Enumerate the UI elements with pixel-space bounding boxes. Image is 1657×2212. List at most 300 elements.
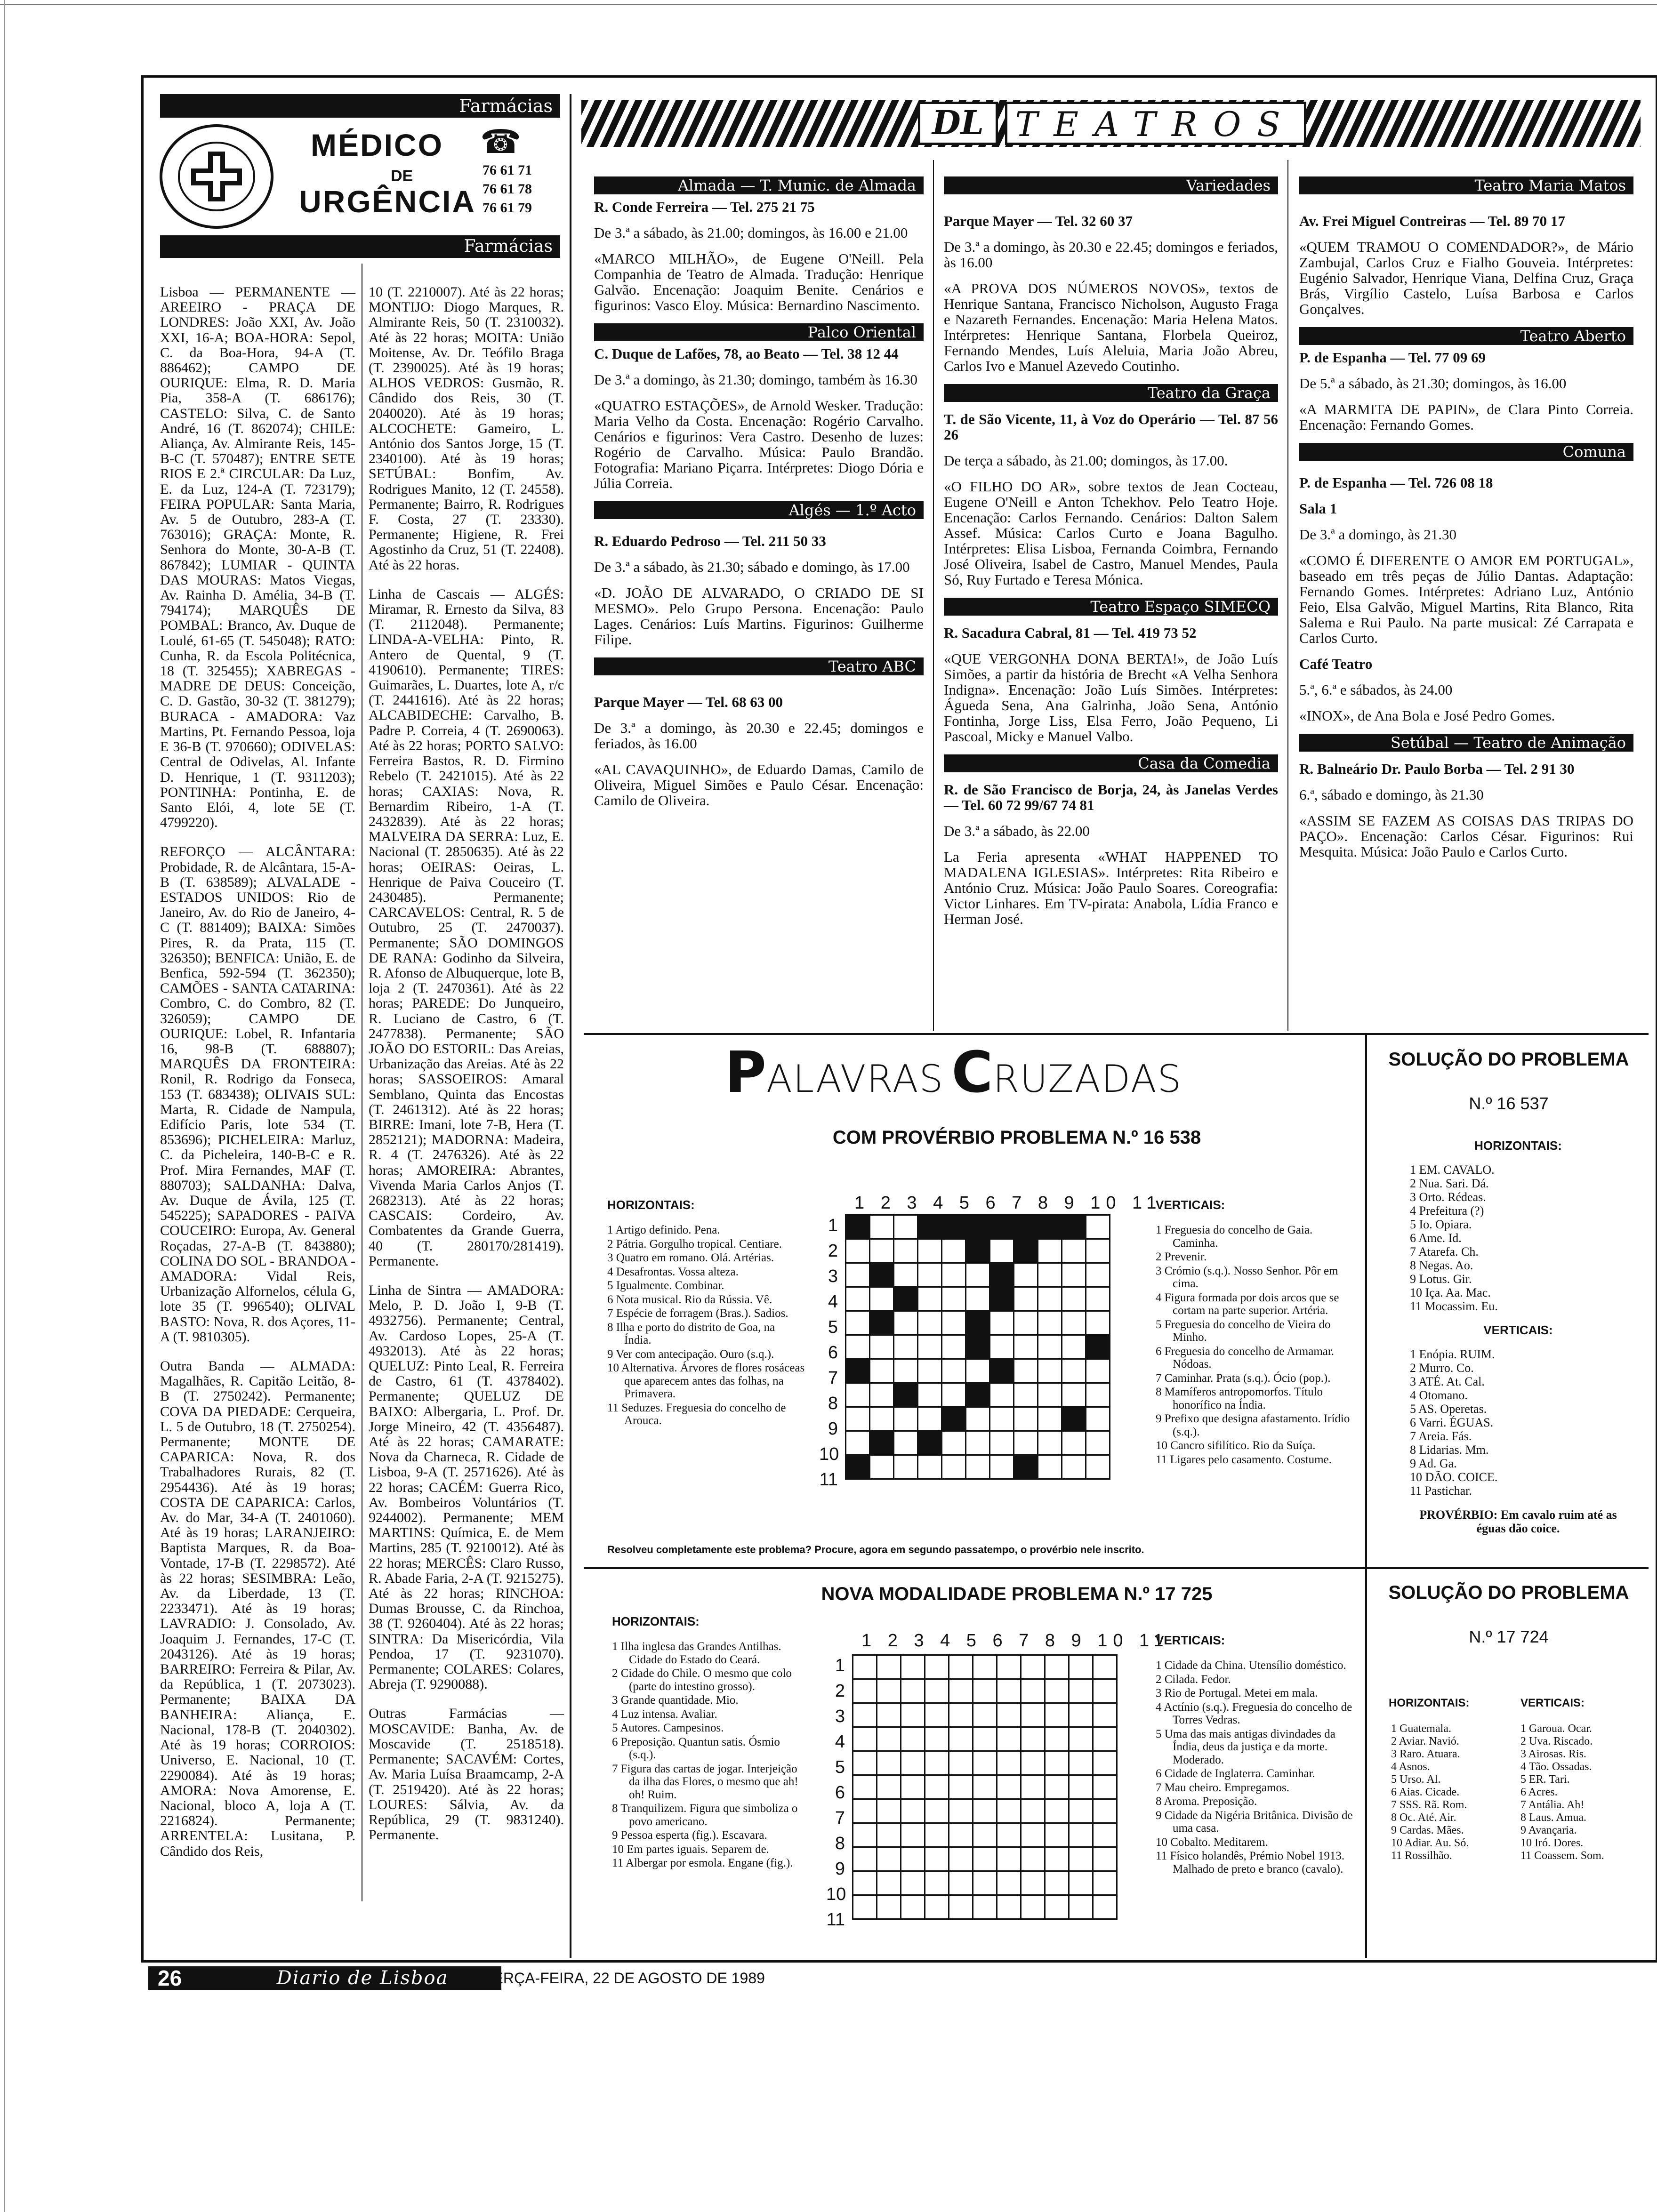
grid-cell[interactable] <box>1021 1727 1045 1751</box>
grid-cell[interactable] <box>1093 1751 1117 1775</box>
grid-cell[interactable] <box>997 1823 1021 1847</box>
clue: 4 Actínio (s.q.). Freguesia do concelho de Torres Vedras. <box>1156 1700 1352 1726</box>
grid-cell[interactable] <box>1014 1407 1038 1431</box>
grid-cell[interactable] <box>1069 1727 1093 1751</box>
solucao-2-horizontais <box>1391 1723 1513 1862</box>
grid-cell[interactable] <box>853 1679 877 1703</box>
grid-cell[interactable] <box>997 1679 1021 1703</box>
grid-cell[interactable] <box>894 1455 918 1479</box>
grid-cell[interactable] <box>990 1455 1014 1479</box>
grid-cell[interactable] <box>846 1263 870 1287</box>
grid-cell[interactable] <box>1021 1895 1045 1919</box>
grid-cell[interactable] <box>1093 1823 1117 1847</box>
grid-cell[interactable] <box>966 1431 990 1455</box>
grid-cell[interactable] <box>966 1287 990 1311</box>
grid-cell[interactable] <box>1045 1799 1069 1823</box>
theatre-address: Av. Frei Miguel Contreiras — Tel. 89 70 17 <box>1299 213 1565 229</box>
grid-cell[interactable] <box>925 1823 949 1847</box>
grid-cell[interactable] <box>901 1847 925 1871</box>
cascais-paragraph: Linha de Cascais — ALGÉS: Miramar, R. Ernesto da Silva, 83 (T. 2112048). Permanente; LINDA-A-VELHA: Pinto, R. Antero de Quental, 9 (T. 4190610). Permanente; TIRES: Guimarães, L. Duartes, lote A, r/c (T. 2441616). Até às 22 horas; ALCABIDECHE: Carvalho, B. Padre P. Correia, 4 (T. 2690063). Até às 22 horas; PORTO SALVO: Ferreira Bastos, R. D. Firmino Rebelo (T. 2421015). Até às 22 horas; CAXIAS: Nova, R. Bernardim Ribeiro, 1-A (T. 2432839). Até às 22 horas; MALVEIRA DA SERRA: Luz, E. Nacional (T. 2850635). Até às 22 horas; OEIRAS: Oeiras, L. Henrique de Paiva Couceiro (T. 2430485). Permanente; CARCAVELOS: Central, R. 5 de Outubro, 25 (T. 2470037). Permanente; SÃO DOMINGOS DE RANA: Godinho da Silveira, R. Afonso de Albuquerque, lote B, loja 2 (T. 2470361). Até às 22 horas; PAREDE: Do Junqueiro, R. Luciano de Castro, 6 (T. 2477838). Permanente; SÃO JOÃO DO ESTORIL: Das Areias, Urbanização das Areias. Até às 22 horas; SASSOEIROS: Amaral Semblano, Quinta das Encostas (T. 2461312). Até às 22 horas; BIRRE: Imani, lote 7-B, Hera (T. 2852121); MADORNA: Madeira, R. 4 (T. 2476326). Até às 22 horas; AMOREIRA: Abrantes, Vivenda Maria Carlos Anjos (T. 2682313). Até às 22 horas; CASCAIS: Cordeiro, Av. Combatentes da Grande Guerra, 40 (T. 280170/281419). Permanente. <box>369 586 564 1269</box>
grid-1-column-numbers: 1 2 3 4 5 6 7 8 9 10 11 <box>854 1193 1162 1213</box>
grid-cell[interactable] <box>918 1239 942 1263</box>
solution-line: 11 Pastichar. <box>1410 1484 1472 1498</box>
grid-cell[interactable] <box>1038 1359 1062 1383</box>
theatre-col-divider-2 <box>1287 160 1288 1031</box>
grid-row <box>853 1727 1117 1751</box>
grid-cell[interactable] <box>1045 1751 1069 1775</box>
grid-cell[interactable] <box>1038 1455 1062 1479</box>
grid-cell[interactable] <box>894 1407 918 1431</box>
grid-cell[interactable] <box>942 1239 966 1263</box>
theatre-description: «QUEM TRAMOU O COMENDADOR?», de Mário Zambujal, Carlos Cruz e Fialho Gouveia. Intérpretes: Eugénio Salvador, Henrique Viana, Delfina Cruz, Graça Brás, Virgílio Castelo, Luísa Barbosa e Carlos Gonçalves. <box>1299 239 1633 317</box>
grid-cell[interactable] <box>925 1751 949 1775</box>
grid-cell[interactable] <box>1045 1655 1069 1679</box>
grid-cell[interactable] <box>1038 1239 1062 1263</box>
theatre-address: R. Sacadura Cabral, 81 — Tel. 419 73 52 <box>944 625 1197 641</box>
grid-cell[interactable] <box>1014 1263 1038 1287</box>
verticais-clues-2 <box>1156 1659 1358 1876</box>
grid-cell[interactable] <box>966 1455 990 1479</box>
grid-cell[interactable] <box>1086 1311 1110 1335</box>
solucao-1-horizontais <box>1410 1139 1626 1535</box>
grid-cell[interactable] <box>1021 1655 1045 1679</box>
grid-cell[interactable] <box>973 1895 997 1919</box>
grid-cell[interactable] <box>942 1359 966 1383</box>
verticais-label-2: VERTICAIS: <box>1156 1633 1225 1647</box>
grid-row <box>853 1871 1117 1895</box>
grid-cell[interactable] <box>925 1895 949 1919</box>
grid-cell[interactable] <box>1086 1359 1110 1383</box>
solucao-verticais-label: VERTICAIS: <box>1483 1323 1553 1337</box>
grid-cell[interactable] <box>853 1751 877 1775</box>
grid-cell[interactable] <box>877 1871 901 1895</box>
black-cell <box>1062 1407 1086 1431</box>
grid-cell[interactable] <box>1014 1311 1038 1335</box>
theatre-description: «QUATRO ESTAÇÕES», de Arnold Wesker. Tradução: Maria Velho da Costa. Encenação: Rogério Carvalho. Cenários e figurinos: Vera Castro. Desenho de luzes: Rogério de Carvalho. Música: Paulo Brandão. Fotografia: Mariano Piçarra. Intérpretes: Diogo Dória e Júlia Correia. <box>594 397 924 491</box>
grid-cell[interactable] <box>1062 1335 1086 1359</box>
grid-cell[interactable] <box>1093 1871 1117 1895</box>
grid-cell[interactable] <box>846 1287 870 1311</box>
grid-cell[interactable] <box>1014 1359 1038 1383</box>
grid-cell[interactable] <box>1021 1847 1045 1871</box>
grid-cell[interactable] <box>1093 1655 1117 1679</box>
grid-cell[interactable] <box>1062 1239 1086 1263</box>
grid-cell[interactable] <box>997 1751 1021 1775</box>
crossword-logo <box>725 1040 1243 1106</box>
grid-cell[interactable] <box>990 1383 1014 1407</box>
grid-cell[interactable] <box>1093 1727 1117 1751</box>
grid-cell[interactable] <box>846 1407 870 1431</box>
grid-cell[interactable] <box>901 1727 925 1751</box>
farmacias-right-divider <box>570 94 571 1958</box>
grid-cell[interactable] <box>1045 1727 1069 1751</box>
theatre-schedule: De 3.ª a domingo, às 21.30 <box>1299 526 1457 543</box>
solution-line: 5 Urso. Al. <box>1391 1773 1441 1786</box>
solution-line: 10 Iró. Dores. <box>1520 1837 1584 1849</box>
grid-cell[interactable] <box>997 1775 1021 1799</box>
solucao-title-2: SOLUÇÃO DO PROBLEMA <box>1388 1582 1629 1603</box>
grid-cell[interactable] <box>925 1703 949 1727</box>
theatre-header: Comuna <box>1299 443 1633 461</box>
grid-cell[interactable] <box>990 1311 1014 1335</box>
grid-cell[interactable] <box>925 1679 949 1703</box>
de-label: DE <box>391 167 413 185</box>
grid-row <box>853 1751 1117 1775</box>
grid-cell[interactable] <box>1014 1335 1038 1359</box>
grid-row <box>853 1703 1117 1727</box>
black-cell <box>942 1215 966 1239</box>
solution-line: 11 Mocassim. Eu. <box>1410 1299 1498 1313</box>
row-number: 4 <box>835 1732 845 1752</box>
grid-cell[interactable] <box>925 1799 949 1823</box>
black-cell <box>870 1263 894 1287</box>
grid-cell[interactable] <box>1038 1311 1062 1335</box>
grid-cell[interactable] <box>870 1383 894 1407</box>
theatre-header: Teatro Aberto <box>1299 327 1633 345</box>
row-number: 3 <box>828 1266 838 1286</box>
grid-cell[interactable] <box>870 1239 894 1263</box>
grid-cell[interactable] <box>949 1895 973 1919</box>
grid-cell[interactable] <box>901 1799 925 1823</box>
theatre-address: R. Balneário Dr. Paulo Borba — Tel. 2 91 30 <box>1299 761 1575 777</box>
grid-cell[interactable] <box>1069 1847 1093 1871</box>
grid-cell[interactable] <box>1045 1679 1069 1703</box>
grid-cell[interactable] <box>1062 1431 1086 1455</box>
grid-cell[interactable] <box>949 1823 973 1847</box>
grid-cell[interactable] <box>997 1703 1021 1727</box>
grid-cell[interactable] <box>1093 1847 1117 1871</box>
grid-cell[interactable] <box>1014 1431 1038 1455</box>
solucao-2-verticais <box>1520 1723 1643 1862</box>
solution-line: 7 Antália. Ah! <box>1520 1799 1585 1811</box>
grid-cell[interactable] <box>894 1359 918 1383</box>
grid-cell[interactable] <box>853 1823 877 1847</box>
grid-cell[interactable] <box>1062 1287 1086 1311</box>
grid-cell[interactable] <box>990 1239 1014 1263</box>
grid-cell[interactable] <box>966 1359 990 1383</box>
grid-cell[interactable] <box>1086 1455 1110 1479</box>
solution-line: 6 Aias. Cicade. <box>1391 1786 1460 1798</box>
grid-cell[interactable] <box>1038 1287 1062 1311</box>
grid-cell[interactable] <box>942 1335 966 1359</box>
grid-cell[interactable] <box>949 1679 973 1703</box>
grid-cell[interactable] <box>901 1703 925 1727</box>
grid-cell[interactable] <box>1093 1679 1117 1703</box>
grid-cell[interactable] <box>901 1895 925 1919</box>
grid-cell[interactable] <box>949 1655 973 1679</box>
page-number: 26 <box>158 1966 182 1990</box>
grid-cell[interactable] <box>949 1871 973 1895</box>
grid-cell[interactable] <box>1038 1263 1062 1287</box>
solution-line: 2 Uva. Riscado. <box>1520 1735 1593 1747</box>
grid-cell[interactable] <box>1021 1775 1045 1799</box>
grid-cell[interactable] <box>853 1871 877 1895</box>
grid-cell[interactable] <box>1038 1431 1062 1455</box>
grid-cell[interactable] <box>1069 1895 1093 1919</box>
grid-cell[interactable] <box>853 1799 877 1823</box>
grid-cell[interactable] <box>942 1383 966 1407</box>
grid-cell[interactable] <box>853 1895 877 1919</box>
lisboa-paragraph: Lisboa — PERMANENTE — AREEIRO - PRAÇA DE LONDRES: João XXI, Av. João XXI, 16-A; BOA-HORA: Sepol, C. da Boa-Hora, 94-A (T. 886462); CAMPO DE OURIQUE: Elma, R. D. Maria Pia, 358-A (T. 686176); CASTELO: Silva, C. de Santo André, 16 (T. 862074); CHILE: Aliança, Av. Almirante Reis, 145-B-C (T. 570487); ENTRE SETE RIOS E 2.ª CIRCULAR: Da Luz, E. da Luz, 124-A (T. 723179); FEIRA POPULAR: Santa Maria, Av. 5 de Outubro, 283-A (T. 763016); GRAÇA: Monte, R. Senhora do Monte, 30-A-B (T. 867842); LUMIAR - QUINTA DAS MOURAS: Matos Viegas, Av. Rainha D. Amélia, 34-B (T. 794174); MARQUÊS DE POMBAL: Branco, Av. Duque de Loulé, 61-65 (T. 545048); RATO: Cunha, R. da Escola Politécnica, 18 (T. 325455); XABREGAS - MADRE DE DEUS: Conceição, C. D. Gastão, 30-32 (T. 381279); BURACA - AMADORA: Vaz Martins, Pt. Fernando Pessoa, loja E 36-B (T. 970660); ODIVELAS: Central de Odivelas, Al. Infante D. Henrique, 1 (T. 9311203); PONTINHA: Pontinha, E. de Santo Elói, 4, lote 5E (T. 4799220). <box>160 284 355 831</box>
grid-cell[interactable] <box>853 1727 877 1751</box>
grid-cell[interactable] <box>1093 1703 1117 1727</box>
edition-date: TERÇA-FEIRA, 22 DE AGOSTO DE 1989 <box>484 1970 765 1987</box>
solution-line: 4 Prefeitura (?) <box>1410 1204 1484 1218</box>
grid-cell[interactable] <box>1038 1383 1062 1407</box>
grid-cell[interactable] <box>1093 1775 1117 1799</box>
solution-line: 1 Guatemala. <box>1391 1723 1451 1735</box>
black-cell <box>1014 1215 1038 1239</box>
grid-cell[interactable] <box>949 1775 973 1799</box>
grid-cell[interactable] <box>1045 1847 1069 1871</box>
grid-cell[interactable] <box>973 1655 997 1679</box>
grid-cell[interactable] <box>1038 1335 1062 1359</box>
grid-row <box>846 1311 1110 1335</box>
grid-cell[interactable] <box>894 1215 918 1239</box>
grid-cell[interactable] <box>1069 1799 1093 1823</box>
grid-cell[interactable] <box>877 1751 901 1775</box>
grid-cell[interactable] <box>846 1431 870 1455</box>
grid-cell[interactable] <box>870 1335 894 1359</box>
grid-cell[interactable] <box>1062 1263 1086 1287</box>
grid-cell[interactable] <box>870 1287 894 1311</box>
grid-cell[interactable] <box>1069 1655 1093 1679</box>
grid-cell[interactable] <box>1021 1679 1045 1703</box>
grid-row <box>853 1895 1117 1919</box>
theatre-description: «O FILHO DO AR», sobre textos de Jean Cocteau, Eugene O'Neill e Anton Tchekhov. Pelo Teatro Hoje. Encenação: Carlos Fernando. Cenários: Dalton Salem Assef. Música: Carlos Curto e Joana Bagulho. Intérpretes: Elisa Lisboa, Fernanda Coimbra, Fernando José Oliveira, Isabel de Castro, Manuel Mendes, Paula Só, Ruy Furtado e Teresa Mónica. <box>944 478 1278 588</box>
clue: 5 Autores. Campesinos. <box>612 1722 724 1734</box>
grid-cell[interactable] <box>949 1727 973 1751</box>
grid-cell[interactable] <box>997 1655 1021 1679</box>
grid-cell[interactable] <box>1093 1895 1117 1919</box>
grid-cell[interactable] <box>894 1311 918 1335</box>
pharmacy-column-1 <box>160 285 355 1873</box>
clue: 3 Crómio (s.q.). Nosso Senhor. Pôr em cima. <box>1156 1264 1338 1290</box>
grid-cell[interactable] <box>1021 1799 1045 1823</box>
grid-cell[interactable] <box>949 1703 973 1727</box>
clue: 6 Freguesia do concelho de Armamar. Nódoas. <box>1156 1345 1335 1370</box>
theatre-schedule: De 3.ª a domingo, às 20.30 e 22.45; domingos e feriados, às 16.00 <box>594 720 924 752</box>
grid-cell[interactable] <box>1086 1431 1110 1455</box>
grid-cell[interactable] <box>1062 1455 1086 1479</box>
grid-cell[interactable] <box>877 1895 901 1919</box>
grid-cell[interactable] <box>846 1383 870 1407</box>
grid-cell[interactable] <box>1069 1703 1093 1727</box>
grid-cell[interactable] <box>1021 1751 1045 1775</box>
grid-cell[interactable] <box>1086 1263 1110 1287</box>
row-number: 5 <box>828 1317 838 1337</box>
clue: 10 Cancro sifilítico. Rio da Suíça. <box>1156 1439 1316 1452</box>
grid-cell[interactable] <box>877 1727 901 1751</box>
grid-cell[interactable] <box>918 1263 942 1287</box>
grid-cell[interactable] <box>1086 1407 1110 1431</box>
grid-cell[interactable] <box>973 1799 997 1823</box>
solution-line: 5 ER. Tari. <box>1520 1773 1570 1786</box>
grid-cell[interactable] <box>1021 1823 1045 1847</box>
grid-cell[interactable] <box>877 1703 901 1727</box>
grid-cell[interactable] <box>870 1407 894 1431</box>
solution-line: 10 DÃO. COICE. <box>1410 1470 1498 1484</box>
grid-cell[interactable] <box>942 1263 966 1287</box>
grid-cell[interactable] <box>973 1871 997 1895</box>
grid-cell[interactable] <box>1021 1703 1045 1727</box>
grid-cell[interactable] <box>1021 1871 1045 1895</box>
grid-cell[interactable] <box>925 1727 949 1751</box>
grid-cell[interactable] <box>925 1871 949 1895</box>
grid-cell[interactable] <box>949 1799 973 1823</box>
theatre-address: R. Eduardo Pedroso — Tel. 211 50 33 <box>594 533 826 549</box>
grid-cell[interactable] <box>918 1335 942 1359</box>
grid-cell[interactable] <box>1086 1287 1110 1311</box>
clue: 1 Freguesia do concelho de Gaia. Caminha. <box>1156 1224 1313 1250</box>
clue: 3 Rio de Portugal. Metei em mala. <box>1156 1687 1318 1699</box>
grid-cell[interactable] <box>925 1775 949 1799</box>
grid-cell[interactable] <box>925 1847 949 1871</box>
grid-cell[interactable] <box>877 1847 901 1871</box>
row-number: 7 <box>835 1808 845 1828</box>
solution-line: 2 Murro. Co. <box>1410 1361 1474 1375</box>
grid-cell[interactable] <box>925 1655 949 1679</box>
grid-cell[interactable] <box>853 1847 877 1871</box>
grid-cell[interactable] <box>901 1775 925 1799</box>
clue: 11 Seduzes. Freguesia do concelho de Arouca. <box>607 1401 786 1427</box>
grid-cell[interactable] <box>1062 1359 1086 1383</box>
grid-cell[interactable] <box>990 1335 1014 1359</box>
grid-cell[interactable] <box>990 1407 1014 1431</box>
grid-cell[interactable] <box>1045 1775 1069 1799</box>
grid-cell[interactable] <box>901 1871 925 1895</box>
crossword-footnote: Resolveu completamente este problema? Procure, agora em segundo passatempo, o provérbio nele inscrito. <box>607 1544 1144 1555</box>
grid-cell[interactable] <box>973 1847 997 1871</box>
grid-cell[interactable] <box>1062 1311 1086 1335</box>
grid-cell[interactable] <box>1045 1703 1069 1727</box>
grid-cell[interactable] <box>877 1775 901 1799</box>
grid-cell[interactable] <box>1045 1895 1069 1919</box>
logo-letter-p: P <box>725 1040 766 1106</box>
grid-cell[interactable] <box>877 1799 901 1823</box>
grid-cell[interactable] <box>846 1239 870 1263</box>
grid-cell[interactable] <box>973 1751 997 1775</box>
grid-cell[interactable] <box>997 1895 1021 1919</box>
solution-line: 10 Iça. Aa. Mac. <box>1410 1286 1491 1299</box>
grid-cell[interactable] <box>846 1311 870 1335</box>
grid-cell[interactable] <box>1093 1799 1117 1823</box>
grid-cell[interactable] <box>966 1263 990 1287</box>
grid-cell[interactable] <box>870 1455 894 1479</box>
grid-cell[interactable] <box>997 1871 1021 1895</box>
grid-cell[interactable] <box>918 1287 942 1311</box>
grid-cell[interactable] <box>942 1287 966 1311</box>
grid-cell[interactable] <box>966 1407 990 1431</box>
grid-cell[interactable] <box>997 1847 1021 1871</box>
horizontais-label-1: HORIZONTAIS: <box>607 1198 695 1212</box>
grid-cell[interactable] <box>877 1679 901 1703</box>
grid-cell[interactable] <box>901 1751 925 1775</box>
row-number: 8 <box>828 1394 838 1413</box>
clue: 5 Uma das mais antigas divindades da Índia, deus da justiça e da morte. Moderado. <box>1156 1727 1335 1766</box>
grid-cell[interactable] <box>997 1727 1021 1751</box>
grid-cell[interactable] <box>901 1823 925 1847</box>
grid-cell[interactable] <box>894 1263 918 1287</box>
grid-cell[interactable] <box>1014 1383 1038 1407</box>
grid-cell[interactable] <box>846 1335 870 1359</box>
crossword-grid-2[interactable] <box>852 1654 1118 1920</box>
grid-cell[interactable] <box>1086 1383 1110 1407</box>
theatre-col-2 <box>944 176 1278 937</box>
grid-cell[interactable] <box>1086 1239 1110 1263</box>
grid-cell[interactable] <box>973 1775 997 1799</box>
grid-cell[interactable] <box>918 1311 942 1335</box>
grid-cell[interactable] <box>1069 1823 1093 1847</box>
grid-cell[interactable] <box>973 1703 997 1727</box>
grid-row <box>846 1335 1110 1359</box>
grid-cell[interactable] <box>918 1359 942 1383</box>
grid-cell[interactable] <box>990 1431 1014 1455</box>
grid-cell[interactable] <box>1038 1407 1062 1431</box>
theatre-description: «A PROVA DOS NÚMEROS NOVOS», textos de Henrique Santana, Francisco Nicholson, Augusto Fraga e Nazareth Fernandes. Encenação: Maria Helena Matos. Intérpretes: Henrique Santana, Florbela Queiroz, Fernando Mendes, Luís Aleluia, Maria João Abreu, Carlos Ivo e Manuel Azevedo Coutinho. <box>944 280 1278 374</box>
grid-cell[interactable] <box>1069 1751 1093 1775</box>
grid-cell[interactable] <box>949 1751 973 1775</box>
grid-cell[interactable] <box>853 1775 877 1799</box>
solution-line: 1 EM. CAVALO. <box>1410 1163 1495 1177</box>
grid-cell[interactable] <box>894 1431 918 1455</box>
grid-cell[interactable] <box>1014 1287 1038 1311</box>
grid-cell[interactable] <box>918 1407 942 1431</box>
grid-cell[interactable] <box>973 1727 997 1751</box>
row-number: 8 <box>835 1834 845 1853</box>
grid-cell[interactable] <box>1045 1871 1069 1895</box>
black-cell <box>942 1407 966 1431</box>
grid-cell[interactable] <box>942 1431 966 1455</box>
grid-cell[interactable] <box>901 1655 925 1679</box>
grid-cell[interactable] <box>853 1655 877 1679</box>
grid-cell[interactable] <box>973 1679 997 1703</box>
grid-cell[interactable] <box>918 1455 942 1479</box>
grid-cell[interactable] <box>877 1823 901 1847</box>
row-number: 6 <box>835 1783 845 1803</box>
grid-cell[interactable] <box>997 1799 1021 1823</box>
grid-cell[interactable] <box>894 1335 918 1359</box>
grid-cell[interactable] <box>973 1823 997 1847</box>
grid-cell[interactable] <box>853 1703 877 1727</box>
grid-cell[interactable] <box>901 1679 925 1703</box>
grid-cell[interactable] <box>949 1847 973 1871</box>
grid-cell[interactable] <box>870 1359 894 1383</box>
grid-cell[interactable] <box>1069 1679 1093 1703</box>
grid-cell[interactable] <box>894 1239 918 1263</box>
grid-cell[interactable] <box>918 1383 942 1407</box>
grid-cell[interactable] <box>1069 1871 1093 1895</box>
grid-cell[interactable] <box>942 1311 966 1335</box>
grid-cell[interactable] <box>877 1655 901 1679</box>
grid-cell[interactable] <box>1086 1215 1110 1239</box>
grid-cell[interactable] <box>1069 1775 1093 1799</box>
grid-cell[interactable] <box>1045 1823 1069 1847</box>
crossword-grid-1[interactable] <box>845 1214 1110 1480</box>
grid-cell[interactable] <box>942 1455 966 1479</box>
solution-line: 9 Cardas. Mães. <box>1391 1824 1464 1836</box>
theatre-address: C. Duque de Lafões, 78, ao Beato — Tel. 38 12 44 <box>594 345 899 362</box>
horizontais-clues-1 <box>607 1224 805 1428</box>
dl-logo: DL <box>918 102 998 145</box>
grid-2-column-numbers: 1 2 3 4 5 6 7 8 9 10 11 <box>861 1631 1169 1651</box>
grid-cell[interactable] <box>1062 1383 1086 1407</box>
theatre-header: Teatro Espaço SIMECQ <box>944 598 1278 616</box>
farmacias-bottom-bar: Farmácias <box>160 235 560 258</box>
clue: 10 Cobalto. Meditarem. <box>1156 1835 1268 1849</box>
black-cell <box>918 1431 942 1455</box>
grid-cell[interactable] <box>870 1215 894 1239</box>
